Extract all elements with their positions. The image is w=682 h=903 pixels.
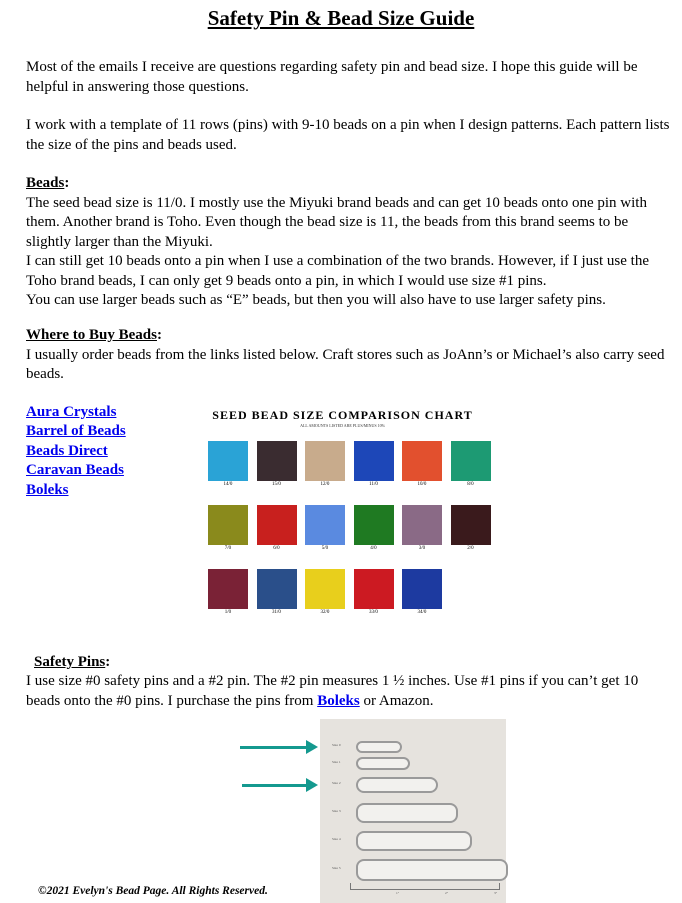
swatch-grid [208, 441, 491, 615]
ruler-label: 1" [396, 891, 400, 895]
bead-size-label: 2/0 [467, 546, 474, 551]
bead-size-label: 5/0 [321, 546, 329, 551]
bead-size-label: 7/0 [224, 546, 232, 551]
where-heading: Where to Buy Beads [26, 327, 157, 343]
beads-text-1: The seed bead size is 11/0. I mostly use the Miyuki brand beads and can get 10 beads onto one pin with them. Another brand is Toho. Even though the bead size is 11, the beads from this brand seems to be slightly larger than the Miyuki. [26, 194, 647, 250]
ruler-label: 3" [494, 891, 498, 895]
pin-size-label: Size 1 [332, 759, 341, 764]
where-text: I usually order beads from the links listed below. Craft stores such as JoAnn’s or Michael’s also carry seed beads. [26, 346, 665, 382]
bead-size-label: 10/0 [417, 482, 427, 487]
bead-swatch [402, 569, 442, 615]
bead-size-label: 1/0 [224, 610, 232, 615]
bead-swatch [354, 569, 394, 615]
pin-size-label: Size 5 [332, 866, 341, 870]
safety-pin [356, 859, 508, 881]
colon: : [64, 175, 70, 191]
link-caravan-beads[interactable]: Caravan Beads [26, 462, 124, 479]
bead-size-label: 8/0 [467, 482, 474, 487]
beads-text-3: You can use larger beads such as “E” beads, but then you will also have to use larger safety pins. [26, 292, 606, 308]
bead-swatch [257, 569, 297, 615]
pins-text [26, 672, 676, 711]
bead-size-label: 6/0 [273, 546, 280, 551]
pin-size-label: Size 2 [332, 781, 341, 785]
bead-swatch [257, 441, 297, 487]
link-beads-direct[interactable]: Beads Direct [26, 442, 108, 459]
safety-pin [356, 741, 402, 753]
bead-size-label: 15/0 [272, 482, 281, 487]
colon: : [105, 654, 111, 670]
pins-text-a: I use size #0 safety pins and a #2 pin. The #2 pin measures 1 ½ inches. Use #1 pins if you can’t get 10 beads onto the #0 pins. I purchase the pins from [26, 673, 639, 709]
bead-swatch [305, 441, 345, 487]
page-title: Safety Pin & Bead Size Guide [207, 6, 475, 30]
bead-size-label: 3/0 [418, 546, 426, 551]
safety-pin [356, 831, 472, 851]
bead-swatch [208, 505, 248, 551]
bead-size-label: 34/0 [417, 610, 427, 615]
safety-pin [356, 777, 438, 793]
arrow-icon [240, 746, 308, 749]
bead-swatch [257, 505, 297, 551]
bead-swatch [451, 505, 491, 551]
copyright-footer: ©2021 Evelyn's Bead Page. All Rights Reserved. [38, 885, 268, 897]
bead-size-label: 14/0 [223, 482, 233, 487]
pins-text-b: or Amazon. [359, 692, 434, 709]
safety-pin-size-photo [320, 719, 506, 903]
bead-swatch [354, 505, 394, 551]
pin-size-label: Size 0 [332, 743, 341, 747]
beads-text-2: I can still get 10 beads onto a pin when I use a combination of the two brands. However, if I just use the Toho brand beads, I can only get 9 beads onto a pin, in which I would use size #1 pins. [26, 253, 649, 289]
arrow-icon [242, 784, 308, 787]
bead-swatch [354, 441, 394, 487]
bead-swatch [305, 505, 345, 551]
bead-swatch [402, 441, 442, 487]
link-aura-crystals[interactable]: Aura Crystals [26, 404, 117, 420]
ruler-label: 2" [445, 891, 449, 895]
bead-size-label: 12/0 [320, 482, 330, 487]
ruler [350, 883, 500, 890]
colon: : [156, 327, 162, 343]
safety-pin [356, 803, 458, 823]
link-barrel-of-beads[interactable]: Barrel of Beads [26, 423, 126, 440]
template-paragraph: I work with a template of 11 rows (pins) with 9-10 beads on a pin when I design patterns. Each pattern lists the size of the pins and beads used. [26, 117, 670, 153]
bead-size-label: 31/0 [272, 610, 281, 615]
pins-heading: Safety Pins [34, 654, 106, 670]
link-boleks-pins[interactable]: Boleks [317, 692, 360, 709]
pin-size-label: Size 4 [332, 837, 341, 841]
pin-size-label: Size 3 [332, 809, 341, 813]
bead-swatch [451, 441, 491, 487]
bead-size-label: 32/0 [320, 610, 330, 615]
bead-swatch [208, 569, 248, 615]
bead-size-label: 11/0 [369, 482, 378, 487]
bead-store-links [26, 403, 126, 500]
beads-section [26, 174, 676, 311]
intro-paragraph: Most of the emails I receive are questions regarding safety pin and bead size. I hope this guide will be helpful in answering those questions. [26, 59, 638, 95]
bead-size-label: 4/0 [370, 546, 377, 551]
where-section [26, 326, 676, 385]
bead-swatch [305, 569, 345, 615]
safety-pin [356, 757, 410, 770]
beads-heading: Beads [26, 175, 65, 191]
seed-bead-size-chart [195, 405, 490, 647]
bead-swatch [208, 441, 248, 487]
chart-title: SEED BEAD SIZE COMPARISON CHART [212, 408, 473, 422]
bead-size-label: 33/0 [369, 610, 378, 615]
pins-section [34, 653, 679, 673]
link-boleks[interactable]: Boleks [26, 481, 69, 498]
bead-swatch [402, 505, 442, 551]
chart-subtitle: ALL AMOUNTS LISTED ARE PLUS/MINUS 10% [300, 423, 385, 428]
